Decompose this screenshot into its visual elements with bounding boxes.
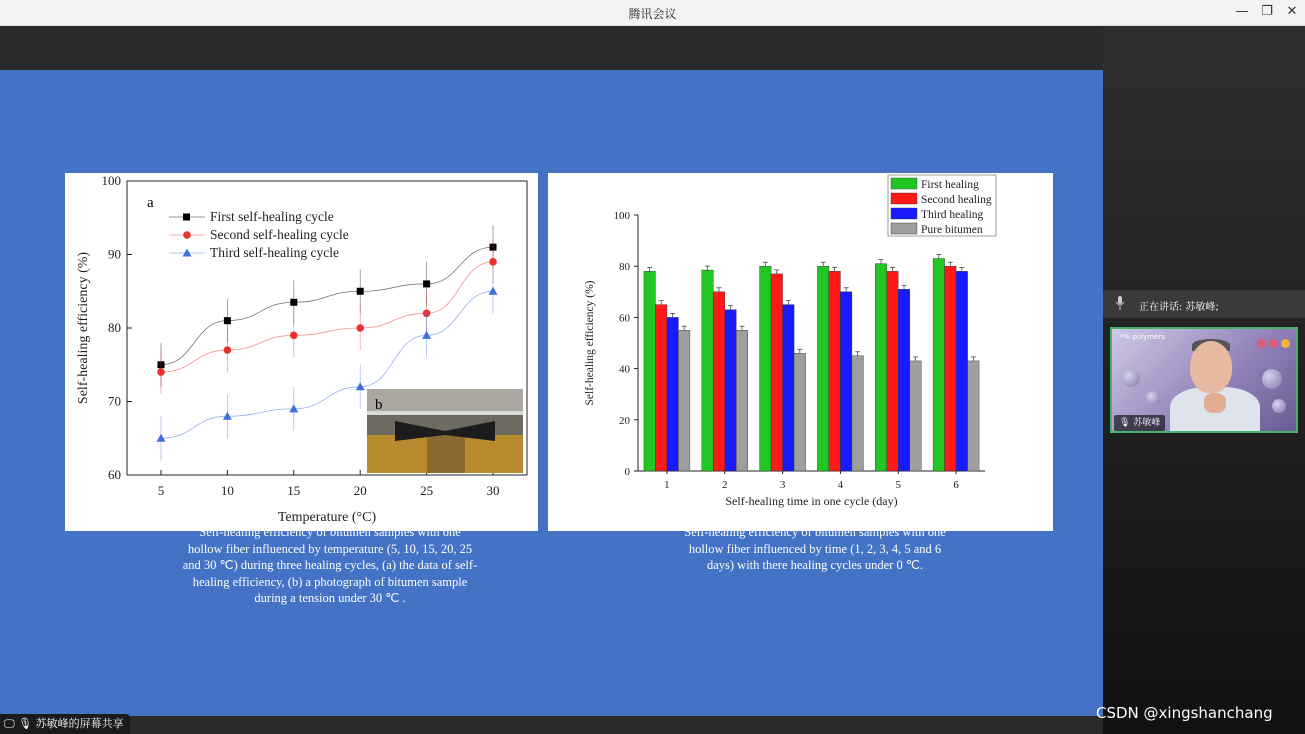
- y-tick-label: 80: [619, 261, 630, 274]
- legend-label: Third healing: [921, 209, 984, 221]
- molecule-decoration: [1146, 391, 1160, 405]
- bar: [667, 317, 678, 471]
- y-axis-label: Self-healing efficiency (%): [76, 251, 91, 405]
- x-tick-label: 2: [722, 479, 728, 491]
- legend-label: Third self-healing cycle: [210, 245, 339, 260]
- molecule-decoration: [1262, 369, 1282, 389]
- screen-share-label: 苏敏峰的屏幕共享: [35, 717, 124, 730]
- bar: [783, 305, 795, 471]
- badge-icon: [1269, 339, 1278, 348]
- participant-video-tile[interactable]: [1110, 327, 1298, 433]
- bar: [840, 292, 852, 471]
- participant-name: 苏敏峰: [1133, 418, 1161, 428]
- bar: [945, 266, 957, 471]
- screen-share-icon: 🖵: [4, 717, 15, 730]
- close-button[interactable]: ✕: [1286, 4, 1298, 19]
- legend-label: First healing: [921, 179, 979, 191]
- y-tick-label: 90: [108, 246, 121, 262]
- data-point: [423, 280, 430, 287]
- data-point: [357, 288, 364, 295]
- bar: [678, 330, 690, 471]
- watermark: CSDN @xingshanchang: [1096, 704, 1273, 722]
- bar: [655, 305, 667, 471]
- caption-a: [150, 524, 510, 607]
- data-point: [157, 368, 165, 376]
- badge-icon: [1257, 339, 1266, 348]
- panel-label-b: b: [375, 397, 383, 413]
- x-tick-label: 30: [486, 483, 500, 498]
- legend-marker: [183, 231, 191, 239]
- bar: [887, 271, 899, 471]
- data-point: [489, 258, 497, 266]
- y-tick-label: 70: [108, 393, 121, 409]
- y-axis-label: Self-healing efficiency (%): [584, 280, 596, 406]
- legend-swatch: [891, 178, 917, 189]
- shared-screen-area: [0, 26, 1103, 734]
- x-tick-label: 4: [837, 479, 844, 491]
- bar: [817, 266, 829, 471]
- bar: [702, 270, 714, 471]
- molecule-decoration: [1272, 399, 1286, 413]
- legend-label: Second healing: [921, 194, 992, 206]
- bar: [956, 271, 968, 471]
- x-tick-label: 5: [157, 483, 165, 498]
- data-point: [356, 324, 364, 332]
- bar: [771, 274, 783, 471]
- video-background-logo: *% polymers: [1120, 333, 1165, 341]
- data-point: [224, 317, 231, 324]
- window-titlebar: [0, 0, 1305, 26]
- y-tick-label: 0: [624, 466, 630, 478]
- legend-swatch: [891, 223, 917, 234]
- bar: [875, 264, 887, 471]
- data-point: [223, 412, 232, 420]
- participant-head: [1190, 341, 1232, 393]
- legend-label: Pure bitumen: [921, 224, 983, 236]
- x-tick-label: 10: [220, 483, 234, 498]
- series-line: [161, 247, 493, 365]
- legend-label: Second self-healing cycle: [210, 227, 349, 242]
- speaking-indicator: [1103, 290, 1305, 318]
- time-bar-chart: [548, 173, 1053, 531]
- caption-b-line: days) with there healing cycles under 0 ℃.: [706, 558, 924, 572]
- data-point: [224, 346, 232, 354]
- badge-icon: [1281, 339, 1290, 348]
- y-tick-label: 20: [619, 414, 630, 427]
- microphone-icon: [1115, 296, 1125, 310]
- presentation-slide: [0, 70, 1103, 716]
- caption-a-line: Self-healing efficiency of bitumen samples with one: [199, 525, 461, 539]
- data-point: [489, 287, 498, 295]
- microphone-icon: 🎙: [18, 717, 33, 730]
- x-tick-label: 3: [779, 479, 786, 491]
- y-tick-label: 100: [613, 210, 630, 222]
- data-point: [157, 434, 166, 442]
- caption-b-line: Self-healing efficiency of bitumen samples with one: [684, 525, 946, 539]
- data-point: [289, 404, 298, 412]
- x-tick-label: 6: [953, 479, 959, 491]
- series-line: [161, 262, 493, 372]
- bar: [933, 259, 945, 471]
- bar: [644, 271, 656, 471]
- y-tick-label: 60: [619, 312, 630, 325]
- minimize-button[interactable]: —: [1235, 4, 1249, 19]
- x-tick-label: 1: [664, 479, 670, 491]
- x-tick-label: 20: [353, 483, 367, 498]
- chart-panel-a: [65, 173, 538, 531]
- panel-label-a: a: [147, 195, 154, 211]
- bar: [852, 356, 864, 471]
- bar: [829, 271, 841, 471]
- bar: [713, 292, 725, 471]
- x-tick-label: 5: [895, 479, 901, 491]
- participant-nametag: 🎙 苏敏峰: [1114, 415, 1165, 431]
- video-badges: [1254, 333, 1290, 352]
- caption-a-line: hollow fiber influenced by temperature (5, 10, 15, 20, 25: [187, 541, 473, 556]
- x-axis-label: Temperature (°C): [277, 510, 377, 525]
- legend-marker: [183, 214, 190, 221]
- bar: [725, 310, 737, 471]
- molecule-decoration: [1122, 369, 1140, 387]
- bar: [910, 361, 922, 471]
- data-point: [290, 332, 298, 340]
- participant-hand: [1204, 393, 1226, 413]
- legend-label: First self-healing cycle: [210, 209, 334, 224]
- inset-photo: [367, 389, 523, 473]
- y-tick-label: 40: [619, 363, 630, 376]
- legend-marker: [183, 249, 192, 257]
- window-title: 腾讯会议: [628, 7, 677, 21]
- x-tick-label: 15: [287, 483, 301, 498]
- legend-swatch: [891, 193, 917, 204]
- y-tick-label: 100: [101, 173, 121, 188]
- caption-b: [650, 524, 980, 574]
- chart-panel-b: [548, 173, 1053, 531]
- bar: [898, 289, 910, 471]
- temperature-line-chart: [65, 173, 538, 531]
- x-axis-label: Self-healing time in one cycle (day): [725, 494, 898, 508]
- bar: [794, 353, 806, 471]
- caption-a-line: and 30 ℃) during three healing cycles, (a) the data of self-: [182, 558, 478, 572]
- bar: [736, 330, 748, 471]
- caption-a-line: healing efficiency, (b) a photograph of bitumen sample: [192, 574, 468, 589]
- legend-swatch: [891, 208, 917, 219]
- speaking-label: 正在讲话: 苏敏峰;: [1139, 302, 1219, 313]
- caption-a-line: during a tension under 30 ℃ .: [254, 591, 406, 605]
- bar: [968, 361, 980, 471]
- screen-share-bar[interactable]: [0, 714, 130, 734]
- data-point: [290, 299, 297, 306]
- y-tick-label: 60: [108, 467, 121, 482]
- caption-b-line: hollow fiber influenced by time (1, 2, 3, 4, 5 and 6: [688, 541, 942, 556]
- y-tick-label: 80: [108, 320, 121, 335]
- restore-button[interactable]: ❐: [1261, 4, 1273, 19]
- bar: [760, 266, 772, 471]
- x-tick-label: 25: [420, 483, 434, 498]
